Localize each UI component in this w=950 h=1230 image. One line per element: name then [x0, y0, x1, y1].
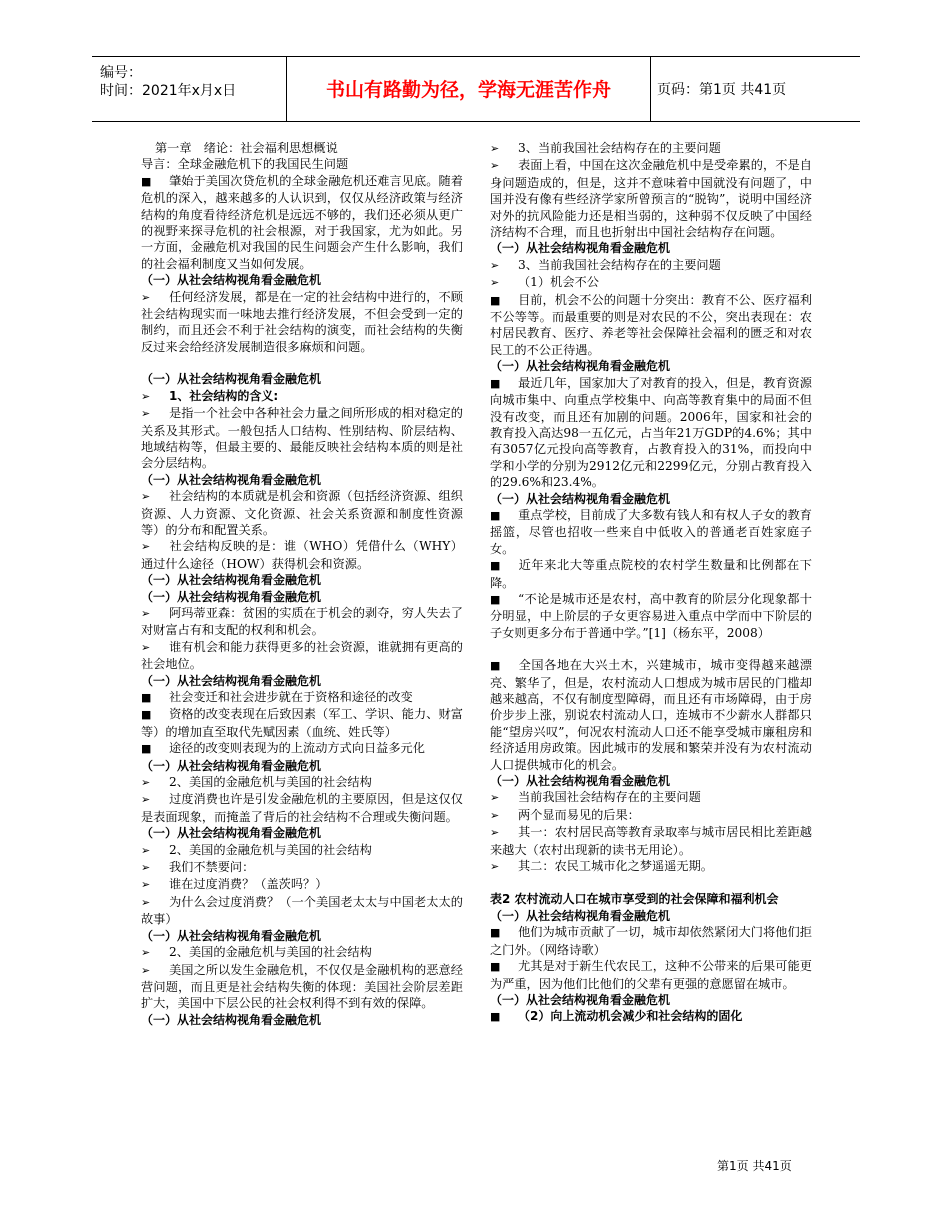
- paragraph-text: （一）从社会结构视角看金融危机: [141, 589, 322, 604]
- paragraph-text: 3、当前我国社会结构存在的主要问题: [518, 257, 721, 272]
- page-footer: 第1页 共41页: [717, 1159, 792, 1173]
- arrow-bullet-item: [141, 859, 463, 876]
- arrow-bullet-icon: ➢: [490, 860, 500, 874]
- arrow-bullet-icon: ➢: [141, 776, 151, 790]
- arrow-bullet-item: [490, 157, 812, 240]
- paragraph-text: “不论是城市还是农村，高中教育的阶层分化现象都十分明显，中上阶层的子女更容易进入重点中学而中下阶层的子女则更多分布于普通中学。”[1]（杨东平，2008）: [490, 591, 812, 640]
- paragraph-text: （一）从社会结构视角看金融危机: [141, 928, 322, 943]
- arrow-bullet-item: [141, 842, 463, 859]
- paragraph-gap: [490, 641, 812, 657]
- paragraph-text: （一）从社会结构视角看金融危机: [490, 992, 671, 1007]
- paragraph-text: 是指一个社会中各种社会力量之间所形成的相对稳定的关系及其形式。一般包括人口结构、性别结构、阶层结构、地域结构等，但最主要的、最能反映社会结构本质的则是社会分层结构。: [141, 406, 463, 471]
- paragraph-text: 谁在过度消费？（盖茨吗？）: [169, 877, 328, 892]
- paragraph-text: 为什么会过度消费？（一个美国老太太与中国老太太的故事）: [141, 894, 463, 927]
- square-bullet-item: [141, 689, 463, 706]
- arrow-bullet-icon: ➢: [141, 946, 151, 960]
- arrow-bullet-icon: ➢: [490, 826, 500, 840]
- paragraph-text: （一）从社会结构视角看金融危机: [490, 491, 671, 506]
- paragraph-text: 其二：农民工城市化之梦遥遥无期。: [518, 859, 713, 874]
- header-motto: 书山有路勤为径，学海无涯苦作舟: [325, 79, 611, 101]
- paragraph-text: 我们不禁要问：: [169, 860, 255, 875]
- square-bullet-item: [490, 924, 812, 958]
- paragraph-text: 两个显而易见的后果：: [518, 807, 640, 822]
- section-heading: [490, 992, 812, 1008]
- arrow-bullet-item: [141, 388, 463, 405]
- paragraph-text: 第一章 绪论：社会福利思想概说: [155, 141, 338, 155]
- paragraph-text: 途径的改变则表现为的上流动方式向日益多元化: [169, 741, 425, 756]
- section-heading: [141, 673, 463, 689]
- arrow-bullet-item: [490, 789, 812, 806]
- arrow-bullet-item: [490, 257, 812, 274]
- paragraph-text: 他们为城市贡献了一切，城市却依然紧闭大门将他们拒之门外。（网络诗歌）: [490, 925, 812, 957]
- arrow-bullet-icon: ➢: [490, 142, 500, 155]
- paragraph-text: 表2 农村流动人口在城市享受到的社会保障和福利机会: [490, 892, 779, 907]
- square-bullet-icon: ■: [490, 1010, 501, 1024]
- arrow-bullet-item: [490, 858, 812, 875]
- section-heading: [490, 240, 812, 256]
- square-bullet-icon: ■: [490, 293, 501, 307]
- chapter-title: [141, 140, 463, 156]
- paragraph-text: 社会变迁和社会进步就在于资格和途径的改变: [169, 690, 413, 704]
- header-motto-cell: [286, 57, 651, 121]
- paragraph-text: 社会结构的本质就是机会和资源（包括经济资源、组织资源、人力资源、文化资源、社会关系资源和制度性资源等）的分布和配置关系。: [141, 489, 463, 537]
- arrow-bullet-item: [141, 962, 463, 1012]
- paragraph-text: （一）从社会结构视角看金融危机: [141, 573, 322, 588]
- arrow-bullet-icon: ➢: [141, 540, 151, 554]
- header-page-cell: [649, 57, 860, 121]
- square-bullet-icon: ■: [490, 659, 501, 673]
- arrow-bullet-item: [490, 140, 812, 157]
- arrow-bullet-item: [490, 824, 812, 858]
- arrow-bullet-icon: ➢: [141, 640, 151, 654]
- paragraph-text: 美国之所以发生金融危机，不仅仅是金融机构的恶意经营问题，而且更是社会结构失衡的体现：美国社会阶层差距扩大，美国中下层公民的社会权利得不到有效的保障。: [141, 962, 463, 1011]
- section-heading: [490, 891, 812, 907]
- paragraph-text: （一）从社会结构视角看金融危机: [141, 826, 322, 841]
- arrow-bullet-item: [490, 807, 812, 824]
- arrow-bullet-item: [141, 791, 463, 825]
- arrow-bullet-icon: ➢: [141, 895, 151, 909]
- arrow-bullet-item: [141, 944, 463, 961]
- section-heading: [141, 472, 463, 488]
- paragraph-text: （一）从社会结构视角看金融危机: [141, 1012, 322, 1027]
- square-bullet-item: [490, 292, 812, 359]
- paragraph-text: 2、美国的金融危机与美国的社会结构: [169, 775, 372, 790]
- arrow-bullet-item: [141, 538, 463, 572]
- square-bullet-item: [490, 591, 812, 641]
- square-bullet-item: [141, 740, 463, 757]
- square-bullet-icon: ■: [141, 742, 152, 756]
- left-text-column: [141, 140, 463, 1028]
- arrow-bullet-item: [141, 639, 463, 673]
- square-bullet-item: [141, 706, 463, 740]
- section-heading: [141, 572, 463, 588]
- square-bullet-item: [490, 657, 812, 773]
- section-heading: [141, 928, 463, 944]
- paragraph-text: 1、社会结构的含义:: [169, 388, 279, 403]
- paragraph-text: 资格的改变表现在后致因素（军工、学识、能力、财富等）的增加直至取代先赋因素（血统、姓氏等）: [141, 707, 463, 739]
- arrow-bullet-item: [141, 405, 463, 472]
- arrow-bullet-icon: ➢: [490, 258, 500, 272]
- paragraph-text: 2、美国的金融危机与美国的社会结构: [169, 945, 372, 960]
- square-bullet-icon: ■: [141, 174, 152, 188]
- paragraph-text: 任何经济发展，都是在一定的社会结构中进行的，不顾社会结构现实而一味地去推行经济发展，不但会受到一定的制约，而且还会不利于社会结构的演变，而社会结构的失衡反过来会给经济发展制造很多麻烦和问题。: [141, 289, 463, 354]
- document-id-label: 编号：: [100, 65, 142, 81]
- paragraph-text: 2、美国的金融危机与美国的社会结构: [169, 842, 372, 857]
- section-heading: [490, 773, 812, 789]
- right-text-column: [490, 140, 812, 1026]
- square-bullet-item: [490, 375, 812, 491]
- paragraph-text: 目前，机会不公的问题十分突出：教育不公、医疗福利不公等等。而最重要的则是对农民的不公，突出表现在：农村居民教育、医疗、养老等社会保障社会福利的匮乏和对农民工的不公正待遇。: [490, 292, 812, 357]
- arrow-bullet-icon: ➢: [141, 407, 151, 421]
- paragraph-text: 过度消费也许是引发金融危机的主要原因，但是这仅仅是表面现象，而掩盖了背后的社会结构不合理或失衡问题。: [141, 792, 463, 824]
- paragraph-text: （一）从社会结构视角看金融危机: [490, 359, 671, 374]
- square-bullet-icon: ■: [490, 559, 501, 573]
- square-bullet-item: [490, 958, 812, 992]
- paragraph-gap: [490, 875, 812, 891]
- paragraph-text: （一）从社会结构视角看金融危机: [490, 774, 671, 789]
- paragraph-text: （1）机会不公: [518, 275, 599, 290]
- square-bullet-icon: ■: [141, 708, 152, 722]
- arrow-bullet-item: [141, 488, 463, 538]
- paragraph-text: 最近几年，国家加大了对教育的投入，但是，教育资源向城市集中、向重点学校集中、向高等教育集中的局面不但没有改变，而且还有加剧的问题。2006年，国家和社会的教育投入高达98一五亿元，占当年21万GDP的4.6%；其中有3057亿元投向高等教育，占教育投入的31%，而投向中学和小学的分别为2912亿元和2299亿元，分别占教育投入的29.6%和23.4%。: [490, 375, 812, 490]
- paragraph-text: 阿玛蒂亚森：贫困的实质在于机会的剥夺，穷人失去了对财富占有和支配的权利和机会。: [141, 605, 463, 638]
- paragraph-text: （一）从社会结构视角看金融危机: [490, 908, 671, 923]
- paragraph-text: （一）从社会结构视角看金融危机: [141, 758, 322, 773]
- section-heading: [141, 589, 463, 605]
- paragraph-text: （2）向上流动机会减少和社会结构的固化: [518, 1009, 743, 1024]
- arrow-bullet-item: [141, 605, 463, 639]
- square-bullet-item: [490, 1008, 812, 1025]
- page-header: [92, 56, 860, 122]
- arrow-bullet-item: [490, 274, 812, 291]
- square-bullet-icon: ■: [490, 376, 501, 390]
- arrow-bullet-icon: ➢: [141, 290, 151, 304]
- arrow-bullet-icon: ➢: [490, 808, 500, 822]
- section-heading: [490, 491, 812, 507]
- arrow-bullet-item: [141, 774, 463, 791]
- arrow-bullet-icon: ➢: [141, 843, 151, 857]
- square-bullet-icon: ■: [141, 691, 152, 704]
- paragraph-text: 3、当前我国社会结构存在的主要问题: [518, 141, 721, 155]
- square-bullet-icon: ■: [490, 960, 501, 974]
- paragraph-text: 尤其是对于新生代农民工，这种不公带来的后果可能更为严重，因为他们比他们的父辈有更强的意愿留在城市。: [490, 959, 812, 991]
- paragraph-text: 社会结构反映的是：谁（WHO）凭借什么（WHY）通过什么途径（HOW）获得机会和资源。: [141, 539, 463, 571]
- arrow-bullet-item: [141, 876, 463, 893]
- arrow-bullet-icon: ➢: [141, 878, 151, 892]
- paragraph-text: 谁有机会和能力获得更多的社会资源，谁就拥有更高的社会地位。: [141, 639, 463, 672]
- paragraph-text: （一）从社会结构视角看金融危机: [141, 372, 322, 387]
- arrow-bullet-item: [141, 289, 463, 356]
- section-heading: [141, 1012, 463, 1028]
- square-bullet-item: [490, 507, 812, 557]
- section-heading: [490, 358, 812, 374]
- paragraph-text: （一）从社会结构视角看金融危机: [141, 673, 322, 688]
- arrow-bullet-item: [141, 894, 463, 928]
- paragraph-text: （一）从社会结构视角看金融危机: [141, 273, 322, 288]
- document-time-label: 时间：2021年x月x日: [100, 83, 237, 99]
- section-heading: [490, 908, 812, 924]
- intro-line: [141, 156, 463, 172]
- square-bullet-icon: ■: [490, 926, 501, 940]
- arrow-bullet-icon: ➢: [141, 389, 151, 403]
- arrow-bullet-icon: ➢: [490, 159, 500, 173]
- paragraph-text: （一）从社会结构视角看金融危机: [490, 241, 671, 256]
- arrow-bullet-icon: ➢: [141, 490, 151, 504]
- paragraph-text: 近年来北大等重点院校的农村学生数量和比例都在下降。: [490, 558, 812, 590]
- square-bullet-icon: ■: [490, 592, 501, 606]
- square-bullet-item: [141, 173, 463, 272]
- paragraph-gap: [141, 355, 463, 371]
- arrow-bullet-icon: ➢: [490, 791, 500, 805]
- square-bullet-item: [490, 557, 812, 591]
- paragraph-text: 导言：全球金融危机下的我国民生问题: [141, 157, 349, 172]
- square-bullet-icon: ■: [490, 508, 501, 522]
- paragraph-text: 其一：农村居民高等教育录取率与城市居民相比差距越来越大（农村出现新的读书无用论）。: [490, 825, 812, 857]
- section-heading: [141, 825, 463, 841]
- paragraph-text: 肇始于美国次贷危机的全球金融危机还难言见底。随着危机的深入，越来越多的人认识到，仅仅从经济政策与经济结构的角度看待经济危机是远远不够的，我们还必须从更广的视野来探寻危机的社会根源，对于我国家，尤为如此。另一方面，金融危机对我国的民生问题会产生什么影响，我们的社会福利制度又当如何发展。: [141, 173, 463, 271]
- header-page-info: 页码：第1页 共41页: [657, 82, 787, 98]
- arrow-bullet-icon: ➢: [490, 276, 500, 290]
- arrow-bullet-icon: ➢: [141, 861, 151, 875]
- section-heading: [141, 371, 463, 387]
- arrow-bullet-icon: ➢: [141, 793, 151, 807]
- arrow-bullet-icon: ➢: [141, 606, 151, 620]
- paragraph-text: 表面上看，中国在这次金融危机中是受牵累的，不是自身问题造成的，但是，这并不意味着中国就没有问题了，中国并没有像有些经济学家所曾预言的“脱钩”，说明中国经济对外的抗风险能力还是相当弱的，这种弱不仅反映了中国经济结构不合理，而且也折射出中国社会结构存在问题。: [490, 158, 812, 240]
- section-heading: [141, 272, 463, 288]
- arrow-bullet-icon: ➢: [141, 963, 151, 977]
- paragraph-text: 当前我国社会结构存在的主要问题: [518, 790, 701, 805]
- section-heading: [141, 758, 463, 774]
- paragraph-text: 重点学校，目前成了大多数有钱人和有权人子女的教育摇篮，尽管也招收一些来自中低收入的普通老百姓家庭子女。: [490, 507, 812, 556]
- header-meta: [92, 57, 286, 121]
- paragraph-text: 全国各地在大兴土木，兴建城市，城市变得越来越漂亮、繁华了，但是，农村流动人口想成为城市居民的门槛却越来越高，不仅有制度型障碍，而且还有市场障碍，由于房价步步上涨，别说农村流动人口，连城市不少薪水人群都只能“望房兴叹”，何况农村流动人口还不能享受城市廉租房和经济适用房政策。因此城市的发展和繁荣并没有为农村流动人口提供城市化的机会。: [490, 658, 812, 772]
- paragraph-text: （一）从社会结构视角看金融危机: [141, 472, 322, 487]
